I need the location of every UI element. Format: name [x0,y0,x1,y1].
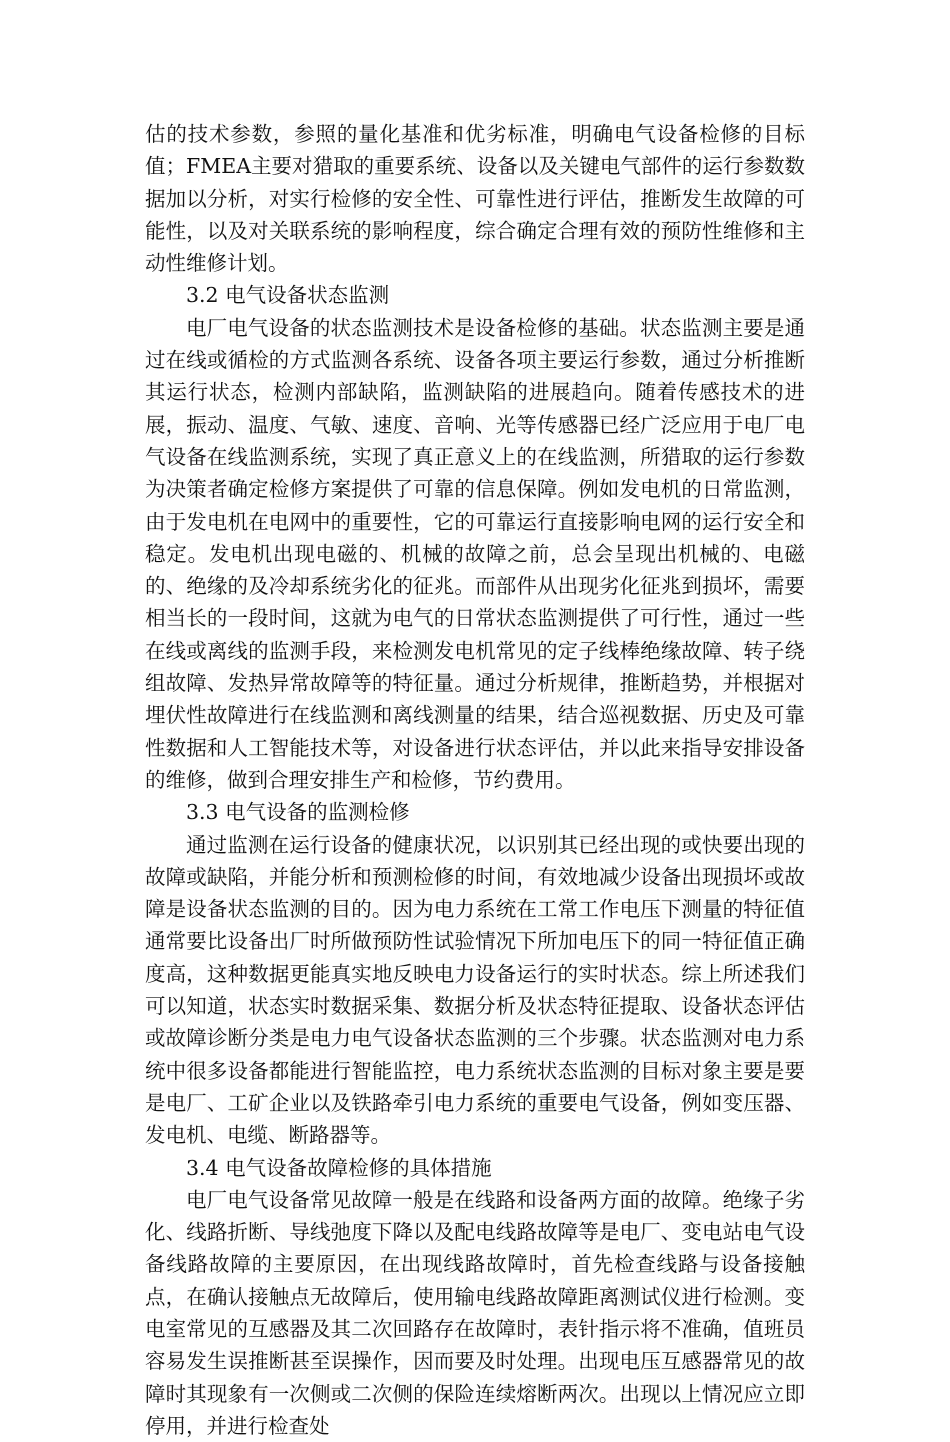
paragraph-3-3: 通过监测在运行设备的健康状况，以识别其已经出现的或快要出现的故障或缺陷，并能分析和预测检修的时间，有效地减少设备出现损坏或故障是设备状态监测的目的。因为电力系统在工常工作电压下测量的特征值通常要比设备出厂时所做预防性试验情况下所加电压下的同一特征值正确度高，这种数据更能真实地反映电力设备运行的实时状态。综上所述我们可以知道，状态实时数据采集、数据分析及状态特征提取、设备状态评估或故障诊断分类是电力电气设备状态监测的三个步骤。状态监测对电力系统中很多设备都能进行智能监控，电力系统状态监测的目标对象主要是要是电厂、工矿企业以及铁路牵引电力系统的重要电气设备，例如变压器、发电机、电缆、断路器等。 [145,832,805,1148]
section-heading-3-2: 3.2 电气设备状态监测 [186,283,390,308]
section-heading-3-4: 3.4 电气设备故障检修的具体措施 [186,1155,492,1180]
section-heading-3-3: 3.3 电气设备的监测检修 [186,800,410,825]
paragraph-3-4: 电厂电气设备常见故障一般是在线路和设备两方面的故障。绝缘子劣化、线路折断、导线弛度下降以及配电线路故障等是电厂、变电站电气设备线路故障的主要原因，在出现线路故障时，首先检查线路与设备接触点，在确认接触点无故障后，使用输电线路故障距离测试仪进行检测。变电室常见的互感器及其二次回路存在故障时，表针指示将不准确，值班员容易发生误推断甚至误操作，因而要及时处理。出现电压互感器常见的故障时其现象有一次侧或二次侧的保险连续熔断两次。出现以上情况应立即停用，并进行检查处 [145,1187,805,1438]
document-body [145,118,805,1442]
paragraph-continued: 估的技术参数，参照的量化基准和优劣标准，明确电气设备检修的目标值；FMEA主要对猎取的重要系统、设备以及关键电气部件的运行参数数据加以分析，对实行检修的安全性、可靠性进行评估，推断发生故障的可能性，以及对关联系统的影响程度，综合确定合理有效的预防性维修和主动性维修计划。 [145,122,805,276]
paragraph-3-2: 电厂电气设备的状态监测技术是设备检修的基础。状态监测主要是通过在线或循检的方式监测各系统、设备各项主要运行参数，通过分析推断其运行状态，检测内部缺陷，监测缺陷的进展趋向。随着传感技术的进展，振动、温度、气敏、速度、音响、光等传感器已经广泛应用于电厂电气设备在线监测系统，实现了真正意义上的在线监测，所猎取的运行参数为决策者确定检修方案提供了可靠的信息保障。例如发电机的日常监测，由于发电机在电网中的重要性，它的可靠运行直接影响电网的运行安全和稳定。发电机出现电磁的、机械的故障之前，总会呈现出机械的、电磁的、绝缘的及冷却系统劣化的征兆。而部件从出现劣化征兆到损坏，需要相当长的一段时间，这就为电气的日常状态监测提供了可行性，通过一些在线或离线的监测手段，来检测发电机常见的定子线棒绝缘故障、转子绕组故障、发热异常故障等的特征量。通过分析规律，推断趋势，并根据对埋伏性故障进行在线监测和离线测量的结果，结合巡视数据、历史及可靠性数据和人工智能技术等，对设备进行状态评估，并以此来指导安排设备的维修，做到合理安排生产和检修，节约费用。 [145,315,805,792]
